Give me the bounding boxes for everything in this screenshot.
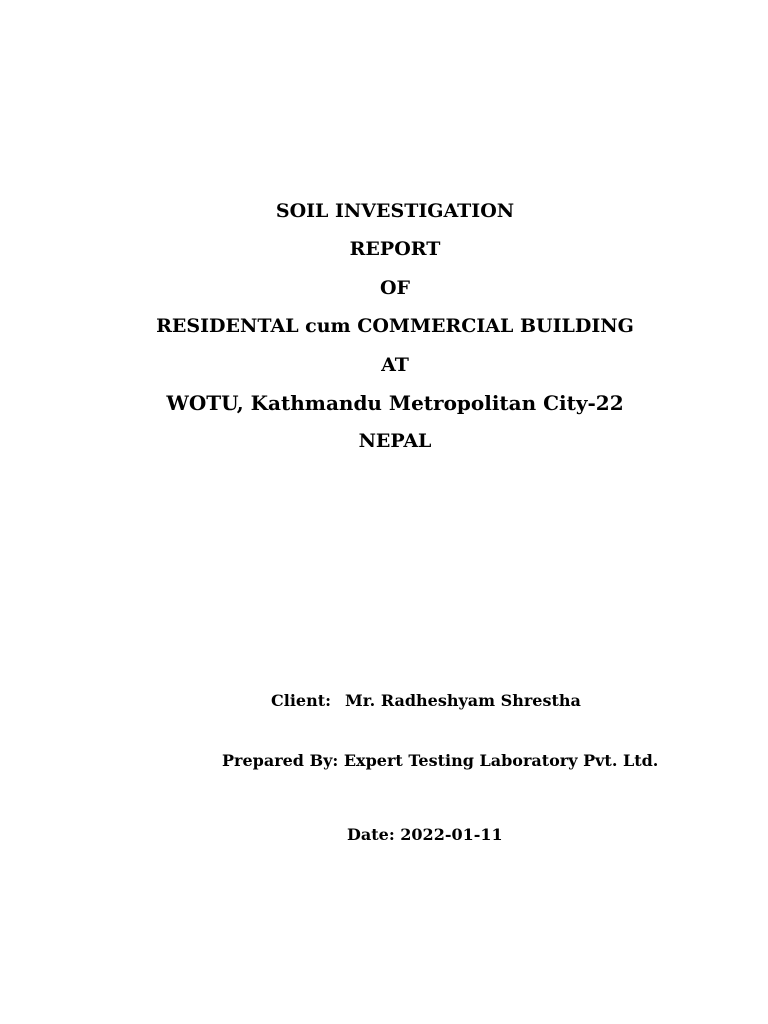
client-label: Client: bbox=[271, 691, 331, 710]
client-name: Mr. Radheshyam Shrestha bbox=[345, 691, 581, 710]
title-report: REPORT bbox=[349, 238, 441, 261]
date-line: Date: 2022-01-11 bbox=[347, 825, 503, 844]
client-line bbox=[271, 690, 581, 712]
report-title-block bbox=[0, 192, 768, 461]
title-subject: SOIL INVESTIGATION bbox=[275, 200, 515, 222]
title-location: WOTU, Kathmandu Metropolitan City-22 bbox=[166, 390, 624, 415]
title-of: OF bbox=[379, 276, 411, 299]
prepared-by-line: Prepared By: Expert Testing Laboratory Pvt. Ltd. bbox=[222, 751, 659, 770]
title-at: AT bbox=[381, 353, 409, 376]
title-building: RESIDENTAL cum COMMERCIAL BUILDING bbox=[156, 315, 634, 338]
title-country: NEPAL bbox=[358, 430, 432, 453]
